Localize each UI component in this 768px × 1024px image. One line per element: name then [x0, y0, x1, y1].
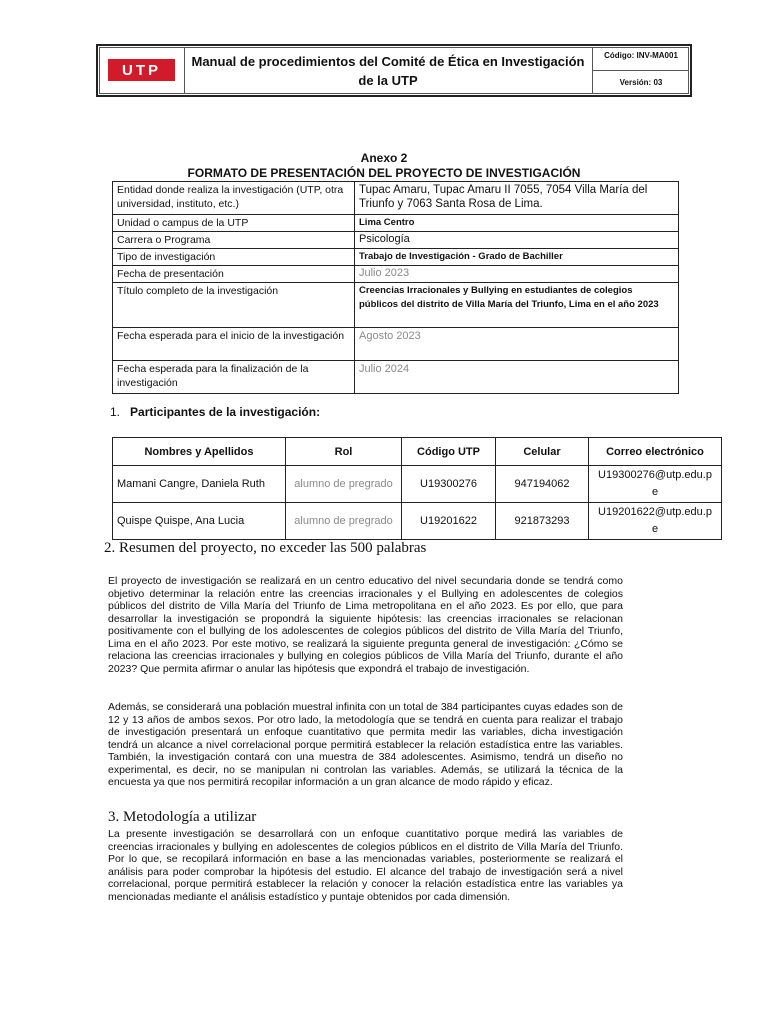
info-value: Agosto 2023: [355, 328, 679, 361]
participant-phone: 947194062: [496, 466, 589, 503]
participants-table: [112, 437, 722, 540]
section-number: 1.: [110, 405, 121, 419]
header-divider: [184, 47, 185, 94]
info-row: [113, 215, 679, 232]
info-label: Título completo de la investigación: [113, 283, 355, 328]
participant-email: [589, 503, 722, 540]
info-row: [113, 283, 679, 328]
info-value: Trabajo de Investigación - Grado de Bachiller: [355, 249, 679, 266]
document-title: Manual de procedimientos del Comité de Ética en Investigación de la UTP: [191, 54, 585, 88]
document-code: Código: INV-MA001: [604, 51, 678, 60]
table-row: [113, 503, 722, 540]
column-header: Correo electrónico: [589, 438, 722, 466]
info-value: Tupac Amaru, Tupac Amaru II 7055, 7054 Villa María del Triunfo y 7063 Santa Rosa de Lima.: [355, 182, 679, 215]
info-row: [113, 232, 679, 249]
methodology-paragraph: La presente investigación se desarrollará con un enfoque cuantitativo porque medirá las variables de creencias irracionales y bullying en adolescentes de colegios públicos en el distrito de Villa María del Triunfo. Por lo que, se recopilará información en base a las mencionadas variables, posteriormente se realizará el análisis para poder comprobar la hipótesis del estudio. El alcance del trabajo de investigación será a nivel correlacional, porque permitirá establecer la relación y conocer la relación estadística entre las variables ya mencionadas mediante el análisis estadístico y puntaje obtenidos por cada dimensión.: [108, 828, 623, 903]
logo-text: UTP: [122, 61, 161, 79]
participant-name: Quispe Quispe, Ana Lucia: [113, 503, 286, 540]
info-label: Unidad o campus de la UTP: [113, 215, 355, 232]
info-label: Carrera o Programa: [113, 232, 355, 249]
info-value: Creencias Irracionales y Bullying en estudiantes de colegios públicos del distrito de Villa María del Triunfo, Lima en el año 2023: [355, 283, 679, 328]
info-row: [113, 328, 679, 361]
info-value: Lima Centro: [355, 215, 679, 232]
email-line: e: [651, 486, 659, 498]
annex-subtitle: FORMATO DE PRESENTACIÓN DEL PROYECTO DE INVESTIGACIÓN: [187, 166, 581, 180]
column-header: Celular: [496, 438, 589, 466]
column-header: Nombres y Apellidos: [113, 438, 286, 466]
info-label: Fecha de presentación: [113, 266, 355, 283]
info-row: [113, 249, 679, 266]
participant-phone: 921873293: [496, 503, 589, 540]
column-header: Código UTP: [402, 438, 496, 466]
participant-name: Mamani Cangre, Daniela Ruth: [113, 466, 286, 503]
section-summary-heading: 2. Resumen del proyecto, no exceder las 500 palabras: [104, 540, 427, 556]
participant-role: alumno de pregrado: [286, 503, 402, 540]
info-label: Entidad donde realiza la investigación (UTP, otra universidad, instituto, etc.): [113, 182, 355, 215]
project-info-table: [112, 181, 679, 394]
document-version: Versión: 03: [619, 78, 663, 87]
email-line: U19201622@utp.edu.p: [598, 506, 712, 518]
info-label: Tipo de investigación: [113, 249, 355, 266]
column-header: Rol: [286, 438, 402, 466]
section-methodology-heading: 3. Metodología a utilizar: [108, 809, 257, 825]
participant-code: U19300276: [402, 466, 496, 503]
header-divider: [592, 70, 689, 71]
table-header-row: [113, 438, 722, 466]
summary-paragraph: Además, se considerará una población muestral infinita con un total de 384 participantes cuyas edades son de 12 y 13 años de ambos sexos. Por otro lado, la metodología que se tendrá en cuenta para realizar el trabajo de investigación presentará un enfoque cuantitativo que permita medir las variables, dicha investigación tendrá un alcance a nivel correlacional porque permitirá establecer la relación estadística entre las variables. También, la investigación contará con una muestra de 384 adolescentes. Asimismo, tendrá un diseño no experimental, es decir, no se manipulan ni controlan las variables. Además, se utilizará la técnica de la encuesta ya que nos permitirá recopilar información a un gran alcance de modo rápido y eficaz.: [108, 701, 623, 788]
info-value: Julio 2023: [355, 266, 679, 283]
info-row: [113, 266, 679, 283]
section-title: Participantes de la investigación:: [130, 405, 321, 419]
info-row: [113, 182, 679, 215]
participant-code: U19201622: [402, 503, 496, 540]
participant-email: [589, 466, 722, 503]
section-participants-heading: [110, 405, 320, 419]
email-line: e: [651, 523, 659, 535]
info-label: Fecha esperada para la finalización de la investigación: [113, 361, 355, 394]
participant-role: alumno de pregrado: [286, 466, 402, 503]
email-line: U19300276@utp.edu.p: [598, 469, 712, 481]
table-row: [113, 466, 722, 503]
annex-title: Anexo 2: [360, 151, 408, 165]
info-value: Psicología: [355, 232, 679, 249]
summary-paragraph: El proyecto de investigación se realizará en un centro educativo del nivel secundaria donde se tendrá como objetivo determinar la relación entre las creencias irracionales y el Bullying en adolescentes de colegios públicos del distrito de Villa María del Triunfo de Lima metropolitana en el año 2023. Es por ello, que para desarrollar la investigación se propondrá la siguiente hipótesis: las creencias irracionales se relacionan positivamente con el bullying de los adolescentes de colegios públicos del distrito de Villa María del Triunfo, Lima en el año 2023. Por este motivo, se realizará la siguiente pregunta general de investigación: ¿Cómo se relaciona las creencias irracionales y bullying en colegios públicos de Villa María del Triunfo, durante el año 2023? Que permita afirmar o anular las hipótesis que expondrá el trabajo de investigación.: [108, 575, 623, 675]
info-row: [113, 361, 679, 394]
info-value: Julio 2024: [355, 361, 679, 394]
info-label: Fecha esperada para el inicio de la investigación: [113, 328, 355, 361]
utp-logo: [108, 59, 175, 81]
